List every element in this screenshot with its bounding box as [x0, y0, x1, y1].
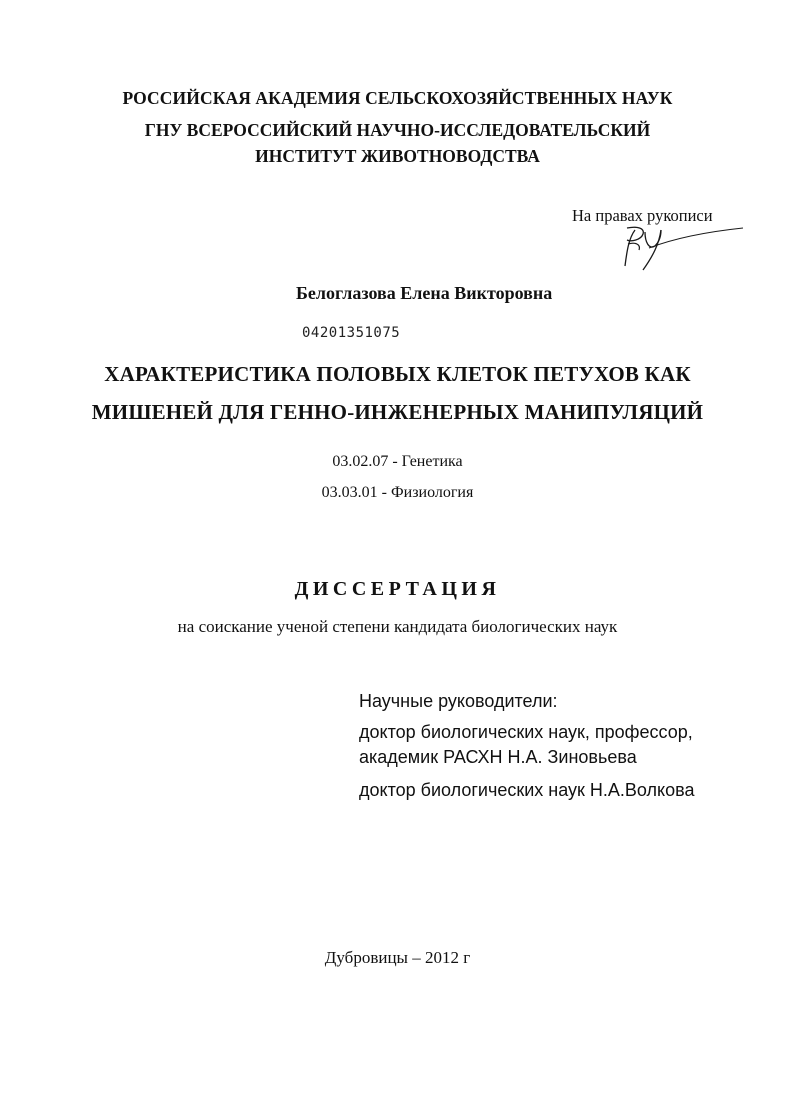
title-line-2: МИШЕНЕЙ ДЛЯ ГЕННО-ИНЖЕНЕРНЫХ МАНИПУЛЯЦИЙ	[91, 400, 704, 424]
author-name: Белоглазова Елена Викторовна	[296, 283, 553, 303]
specialty-physiology: 03.03.01 - Физиология	[321, 484, 474, 501]
supervisor-2: доктор биологических наук Н.А.Волкова	[359, 780, 695, 800]
handwritten-signature	[615, 220, 745, 272]
place-and-year: Дубровицы – 2012 г	[324, 948, 471, 967]
supervisor-1-name: академик РАСХН Н.А. Зиновьева	[359, 747, 637, 767]
registration-code: 04201351075	[302, 325, 401, 341]
organization-line-1: РОССИЙСКАЯ АКАДЕМИЯ СЕЛЬСКОХОЗЯЙСТВЕННЫХ НАУК	[122, 88, 673, 108]
title-line-1: ХАРАКТЕРИСТИКА ПОЛОВЫХ КЛЕТОК ПЕТУХОВ КАК	[104, 362, 691, 386]
supervisor-1-title: доктор биологических наук, профессор,	[359, 722, 693, 742]
rights-note: На правах рукописи	[572, 206, 713, 225]
supervisors-heading: Научные руководители:	[359, 691, 558, 711]
organization-line-3: ИНСТИТУТ ЖИВОТНОВОДСТВА	[255, 146, 540, 166]
specialty-genetics: 03.02.07 - Генетика	[332, 453, 463, 470]
degree-statement: на соискание ученой степени кандидата биологических наук	[177, 617, 618, 636]
document-type: ДИССЕРТАЦИЯ	[294, 578, 501, 600]
organization-line-2: ГНУ ВСЕРОССИЙСКИЙ НАУЧНО-ИССЛЕДОВАТЕЛЬСКИЙ	[144, 120, 651, 140]
